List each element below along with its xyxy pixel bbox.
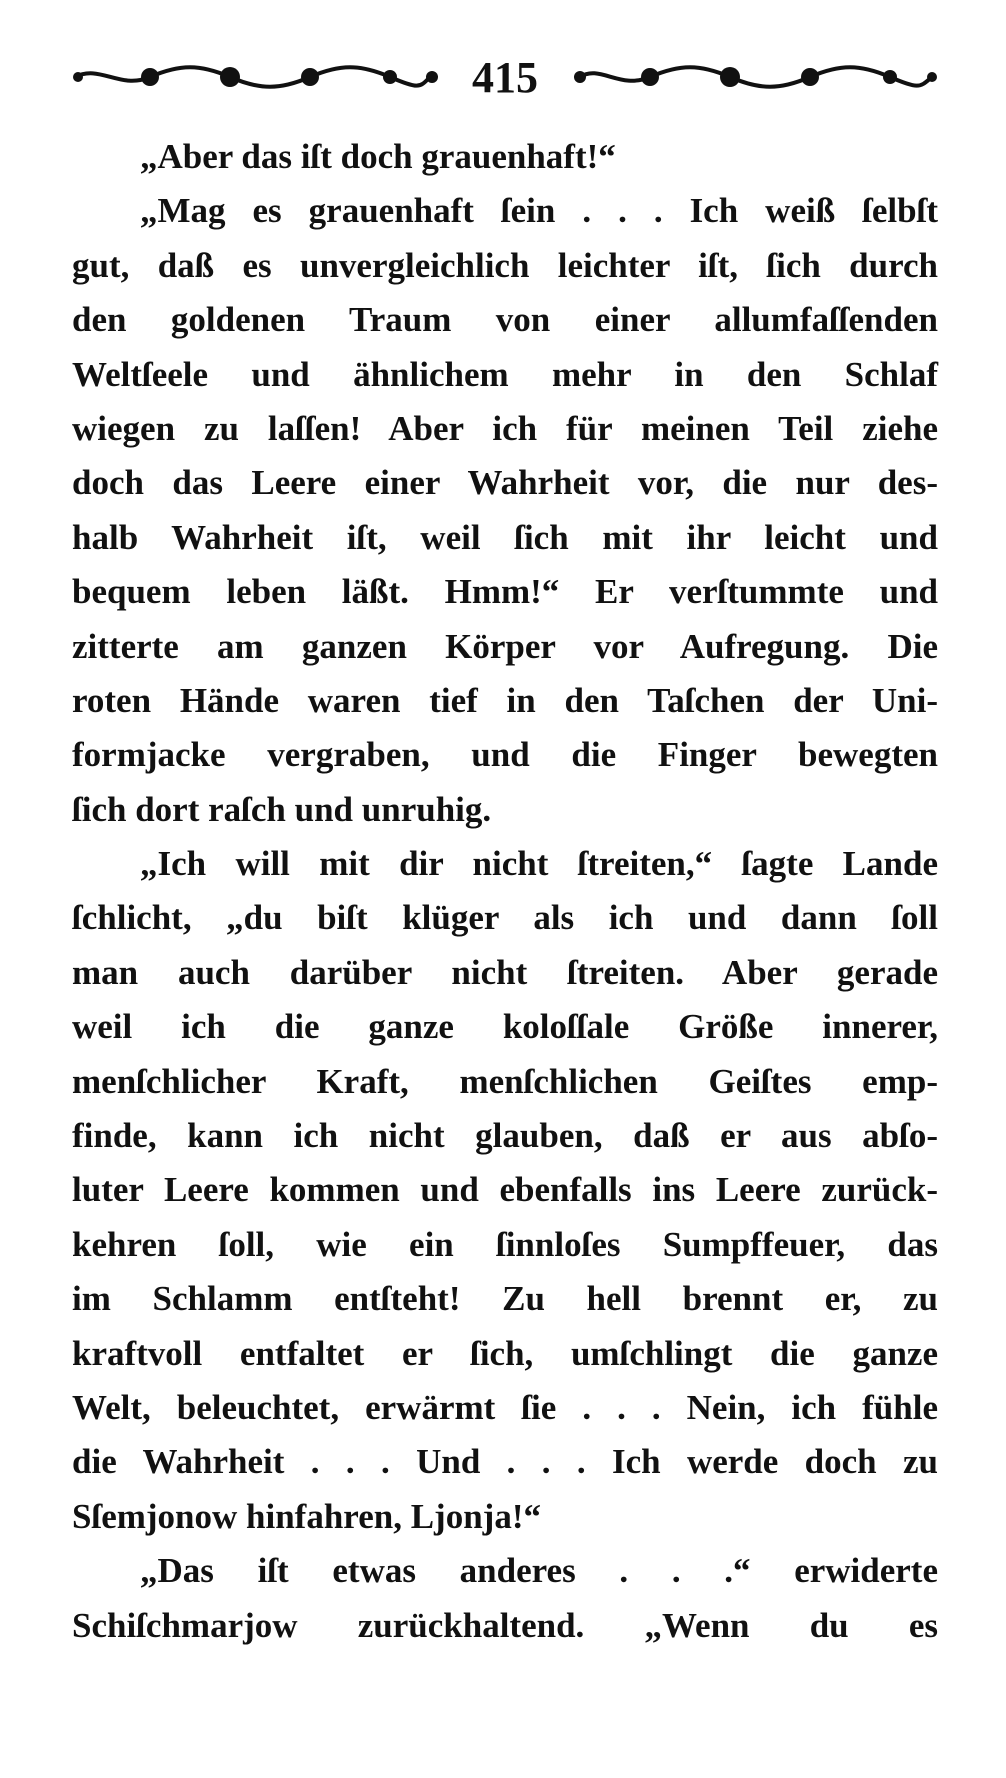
page-number: 415 <box>472 52 538 102</box>
text-line: kraftvoll entfaltet er ſich, umſchlingt die ganze <box>72 1333 938 1373</box>
text-line: bequem leben läßt. Hmm!“ Er verſtummte und <box>72 572 938 612</box>
text-line: „Aber das iſt doch grauenhaft!“ <box>140 137 616 176</box>
text-line: halb Wahrheit iſt, weil ſich mit ihr leicht und <box>72 517 938 557</box>
text-line: zitterte am ganzen Körper vor Aufregung. Die <box>72 626 938 666</box>
text-line: den goldenen Traum von einer allumfaſſenden <box>72 300 938 340</box>
text-line: gut, daß es unvergleichlich leichter iſt, ſich durch <box>72 245 938 285</box>
text-line: roten Hände waren tief in den Taſchen der Uni- <box>72 680 938 720</box>
text-line: „Ich will mit dir nicht ſtreiten,“ ſagte Lande <box>140 844 938 884</box>
text-line: „Mag es grauenhaft ſein . . . Ich weiß ſelbſt <box>140 191 938 231</box>
ornament-left-icon <box>70 62 440 92</box>
text-line: finde, kann ich nicht glauben, daß er aus abſo- <box>72 1116 938 1156</box>
text-line: Weltſeele und ähnlichem mehr in den Schlaf <box>72 354 938 394</box>
text-line: ſchlicht, „du biſt klüger als ich und dann ſoll <box>72 898 938 938</box>
ornament-right-icon <box>570 62 940 92</box>
text-line: menſchlicher Kraft, menſchlichen Geiſtes emp- <box>72 1061 938 1101</box>
text-line: wiegen zu laſſen! Aber ich für meinen Teil ziehe <box>72 408 938 448</box>
text-line: Welt, beleuchtet, erwärmt ſie . . . Nein, ich fühle <box>72 1387 938 1427</box>
text-line: doch das Leere einer Wahrheit vor, die nur des- <box>72 463 938 503</box>
text-line: man auch darüber nicht ſtreiten. Aber gerade <box>72 952 938 992</box>
page-header <box>70 52 940 102</box>
text-line: im Schlamm entſteht! Zu hell brennt er, zu <box>72 1279 938 1319</box>
text-line: Sſemjonow hinfahren, Ljonja!“ <box>72 1496 541 1536</box>
text-line: Schiſchmarjow zurückhaltend. „Wenn du es <box>72 1605 938 1645</box>
text-line: ſich dort raſch und unruhig. <box>72 789 492 829</box>
text-line: luter Leere kommen und ebenfalls ins Leere zurück- <box>72 1170 938 1210</box>
body-text <box>72 130 938 1653</box>
text-line: formjacke vergraben, und die Finger bewegten <box>72 735 938 775</box>
text-line: „Das iſt etwas anderes . . .“ erwiderte <box>140 1551 938 1591</box>
text-line: weil ich die ganze koloſſale Größe innerer, <box>72 1007 938 1047</box>
text-line: kehren ſoll, wie ein ſinnloſes Sumpffeuer, das <box>72 1224 938 1264</box>
text-line: die Wahrheit . . . Und . . . Ich werde doch zu <box>72 1442 938 1482</box>
